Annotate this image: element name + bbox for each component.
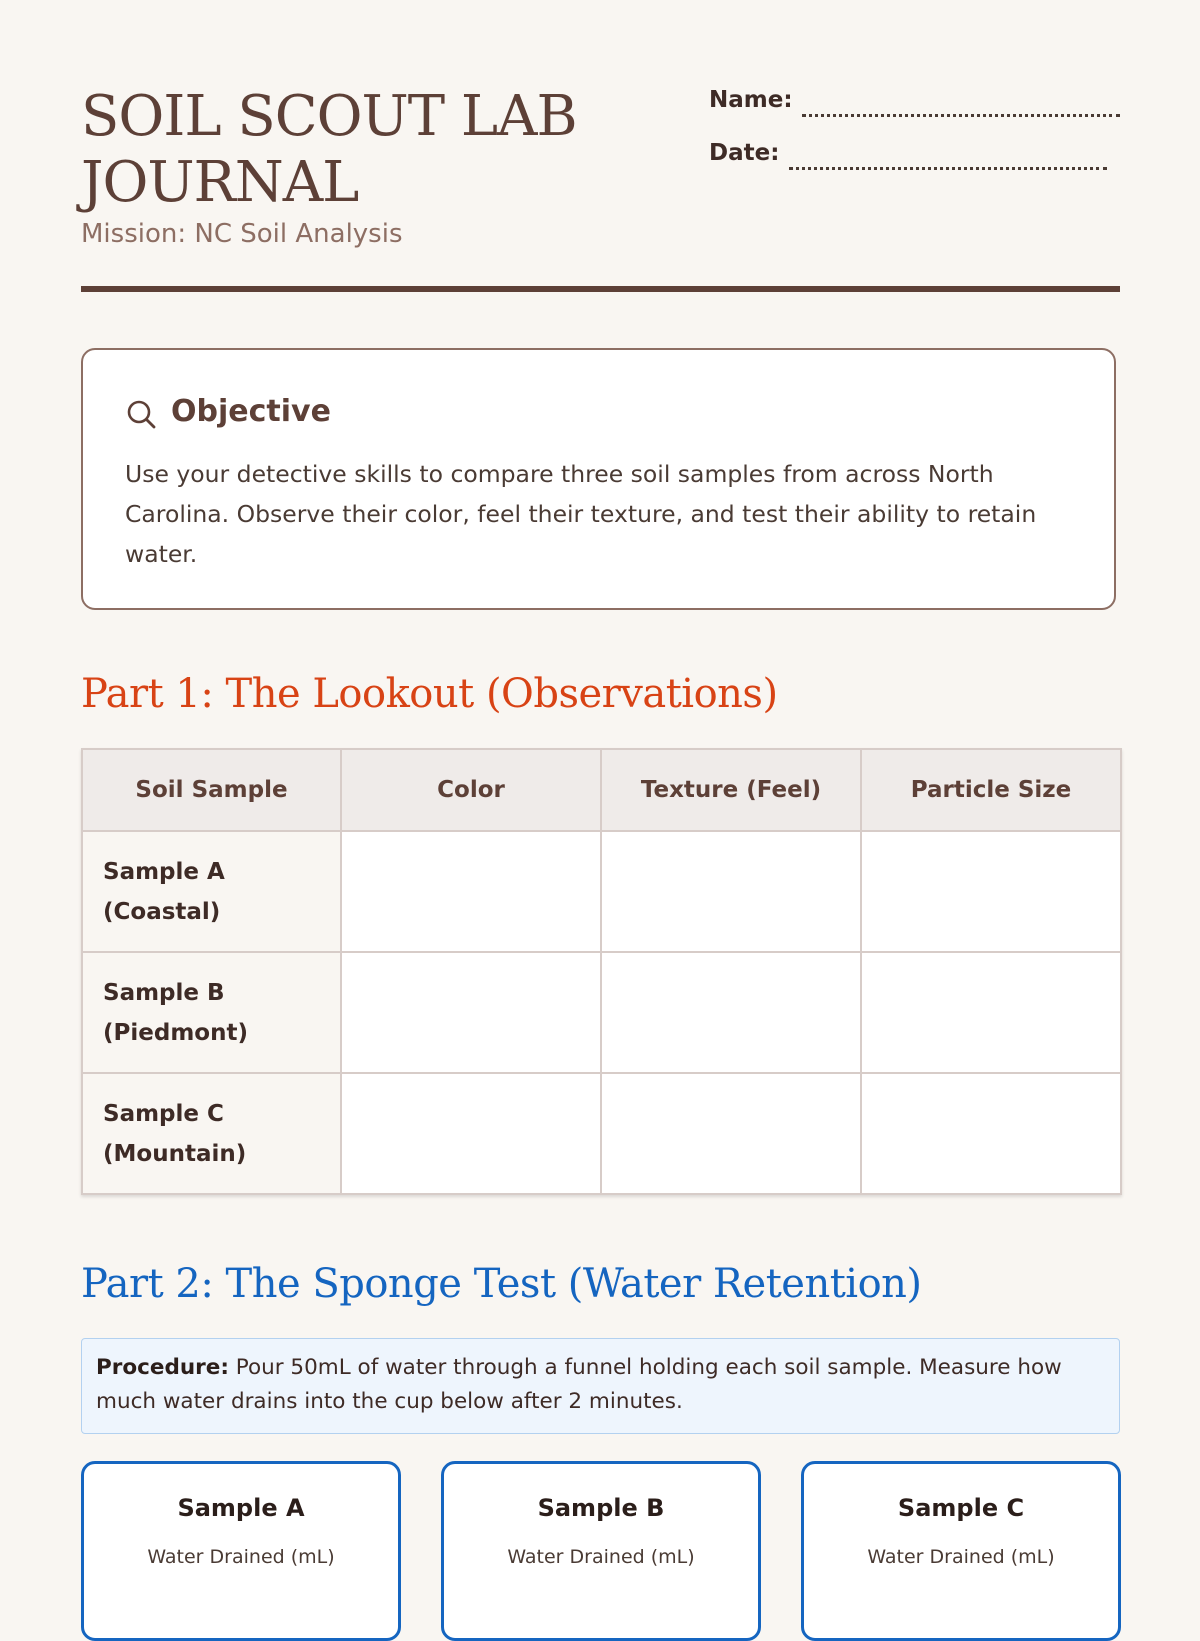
search-icon: [125, 398, 157, 430]
objective-box: [81, 348, 1116, 610]
column-header-texture: Texture (Feel): [601, 749, 861, 831]
procedure-label: Procedure:: [96, 1355, 229, 1380]
texture-cell[interactable]: [601, 952, 861, 1073]
header-divider: [81, 286, 1120, 292]
procedure-box: [81, 1338, 1120, 1434]
column-header-color: Color: [341, 749, 601, 831]
card-subtitle: Water Drained (mL): [867, 1546, 1055, 1568]
column-header-soil-sample: Soil Sample: [82, 749, 341, 831]
particle-size-cell[interactable]: [861, 952, 1121, 1073]
date-row: [709, 137, 1120, 177]
journal-page: [81, 0, 1120, 1600]
texture-cell[interactable]: [601, 831, 861, 952]
table-header-row: [82, 749, 1121, 831]
row-label-sample-b: [82, 952, 341, 1073]
journal-header: [81, 80, 1120, 294]
card-subtitle: Water Drained (mL): [147, 1546, 335, 1568]
particle-size-cell[interactable]: [861, 831, 1121, 952]
sample-region: (Mountain): [103, 1140, 247, 1167]
mission-subtitle: Mission: NC Soil Analysis: [81, 219, 403, 249]
name-label: Name:: [709, 87, 793, 113]
sample-region: (Piedmont): [103, 1019, 248, 1046]
observations-table: [81, 748, 1122, 1195]
texture-cell[interactable]: [601, 1073, 861, 1194]
card-subtitle: Water Drained (mL): [507, 1546, 695, 1568]
row-label-sample-a: [82, 831, 341, 952]
sample-b-card: [441, 1461, 761, 1641]
card-title: Sample B: [537, 1494, 665, 1522]
part1-heading: Part 1: The Lookout (Observations): [81, 671, 778, 717]
procedure-text: Pour 50mL of water through a funnel holding each soil sample. Measure how much water drains into the cup below after 2 minutes.: [96, 1355, 1062, 1414]
sample-a-card: [81, 1461, 401, 1641]
table-row: [82, 831, 1121, 952]
table-row: [82, 952, 1121, 1073]
name-row: [709, 84, 1120, 124]
particle-size-cell[interactable]: [861, 1073, 1121, 1194]
table-row: [82, 1073, 1121, 1194]
sample-name: Sample A: [103, 858, 225, 885]
card-title: Sample A: [177, 1494, 305, 1522]
color-cell[interactable]: [341, 1073, 601, 1194]
sample-name: Sample B: [103, 979, 225, 1006]
color-cell[interactable]: [341, 831, 601, 952]
objective-title: Objective: [171, 394, 331, 429]
column-header-particle-size: Particle Size: [861, 749, 1121, 831]
sample-region: (Coastal): [103, 898, 221, 925]
sample-name: Sample C: [103, 1100, 224, 1127]
sample-c-card: [801, 1461, 1121, 1641]
objective-text: Use your detective skills to compare three soil samples from across North Carolina. Observe their color, feel their texture, and test their ability to retain water.: [125, 460, 1037, 568]
name-field[interactable]: [802, 114, 1120, 117]
date-label: Date:: [709, 140, 780, 166]
color-cell[interactable]: [341, 952, 601, 1073]
card-title: Sample C: [897, 1494, 1025, 1522]
date-field[interactable]: [789, 167, 1107, 170]
part2-heading: Part 2: The Sponge Test (Water Retention): [81, 1261, 922, 1307]
row-label-sample-c: [82, 1073, 341, 1194]
page-title: SOIL SCOUT LAB JOURNAL: [81, 84, 577, 215]
